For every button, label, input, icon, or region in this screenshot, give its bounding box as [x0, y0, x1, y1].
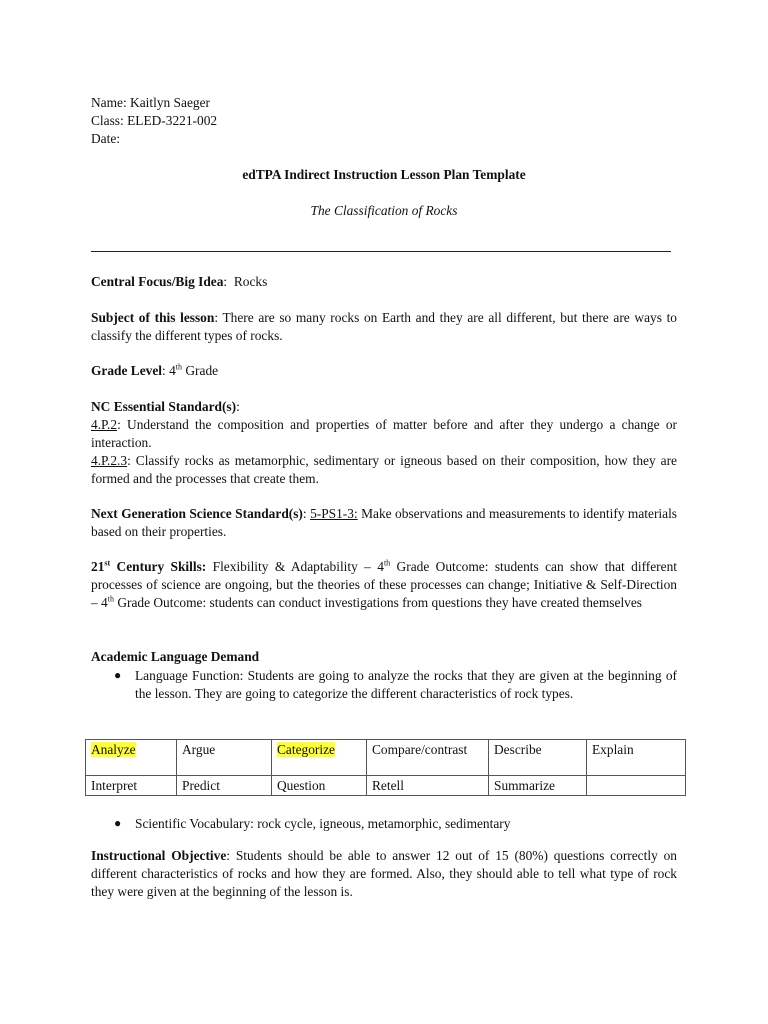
- table-cell: Question: [272, 776, 367, 796]
- subject-text: : There are so many rocks on Earth and they are all different, but there are ways to classify the different types of rocks.: [91, 310, 677, 343]
- century-sup-3: th: [107, 594, 114, 604]
- nc-standards-heading: [91, 398, 677, 416]
- central-focus-value: Rocks: [233, 274, 268, 289]
- nc-standard-item: [91, 452, 677, 488]
- nc-standard-code: 4.P.2: [91, 417, 118, 432]
- nc-standards-label: NC Essential Standard(s): [91, 399, 237, 414]
- nc-standard-item: [91, 416, 677, 452]
- table-cell: Predict: [177, 776, 272, 796]
- table-cell: [587, 776, 686, 796]
- name-line: Name: Kaitlyn Saeger: [91, 95, 210, 110]
- grade-pre: : 4: [162, 363, 176, 378]
- objective-label: Instructional Objective: [91, 848, 227, 863]
- century-text-1: Flexibility & Adaptability – 4: [206, 559, 384, 574]
- century-label: Century Skills:: [110, 559, 207, 574]
- nc-standard-text: : Understand the composition and properties of matter before and after they undergo a change or interaction.: [91, 417, 677, 450]
- bullet-icon: ●: [114, 668, 122, 682]
- page-subtitle: The Classification of Rocks: [310, 203, 458, 218]
- ngss-colon: :: [302, 506, 311, 521]
- table-cell: Retell: [367, 776, 489, 796]
- academic-language-heading: Academic Language Demand: [91, 649, 260, 664]
- central-focus-colon: :: [223, 274, 234, 289]
- nc-standards-colon: :: [236, 399, 240, 414]
- nc-standard-code: 4.P.2.3: [91, 453, 128, 468]
- subject-paragraph: [91, 309, 677, 345]
- table-cell: Argue: [177, 740, 272, 776]
- table-cell: [86, 740, 177, 776]
- table-cell: Interpret: [86, 776, 177, 796]
- table-cell: Explain: [587, 740, 686, 776]
- century-text-3: Grade Outcome: students can conduct investigations from questions they have created themselves: [113, 595, 643, 610]
- table-cell: Compare/contrast: [367, 740, 489, 776]
- century-sup: st: [104, 558, 111, 568]
- horizontal-rule: [91, 251, 671, 252]
- table-cell: Summarize: [489, 776, 587, 796]
- nc-standard-text: : Classify rocks as metamorphic, sedimentary or igneous based on their composition, how they are formed and the processes that create them.: [91, 453, 677, 486]
- century-num: 21: [91, 559, 105, 574]
- century-skills-paragraph: [91, 558, 677, 612]
- class-line: Class: ELED-3221-002: [91, 113, 218, 128]
- century-text-2: Grade Outcome: students can show that different processes of science are ongoing, but the theories of these processes can change; Initiative & Self-Direction – 4: [91, 559, 678, 610]
- table-row: [86, 740, 686, 776]
- ngss-code: 5-PS1-3:: [310, 506, 358, 521]
- page-title: edTPA Indirect Instruction Lesson Plan Template: [242, 167, 526, 182]
- table-cell: Describe: [489, 740, 587, 776]
- grade-sup: th: [175, 362, 183, 372]
- central-focus-label: Central Focus/Big Idea: [91, 274, 224, 289]
- table-row: [86, 776, 686, 796]
- date-line: Date:: [91, 131, 120, 146]
- highlighted-word: Analyze: [91, 742, 136, 757]
- grade-label: Grade Level: [91, 363, 163, 378]
- table-cell: [272, 740, 367, 776]
- scientific-vocabulary-item: Scientific Vocabulary: rock cycle, igneous, metamorphic, sedimentary: [135, 816, 511, 831]
- highlighted-word: Categorize: [277, 742, 335, 757]
- objective-text: : Students should be able to answer 12 out of 15 (80%) questions correctly on different characteristics of rocks and how they are formed. Also, they should able to tell what type of rock they were given at the beginning of the lesson is.: [91, 848, 677, 899]
- subject-label: Subject of this lesson: [91, 310, 215, 325]
- grade-post: Grade: [182, 363, 219, 378]
- century-sup-2: th: [383, 558, 391, 568]
- central-focus: [91, 273, 677, 291]
- instructional-objective-paragraph: [91, 847, 677, 901]
- grade-level: [91, 362, 677, 380]
- ngss-label: Next Generation Science Standard(s): [91, 506, 303, 521]
- ngss-text: Make observations and measurements to identify materials based on their properties.: [91, 506, 677, 539]
- language-function-item: Language Function: Students are going to analyze the rocks that they are given at the beginning of the lesson. They are going to categorize the different characteristics of rock types.: [135, 668, 677, 701]
- ngss-paragraph: [91, 505, 677, 541]
- bullet-icon: ●: [114, 816, 122, 830]
- academic-verbs-table: [85, 739, 686, 796]
